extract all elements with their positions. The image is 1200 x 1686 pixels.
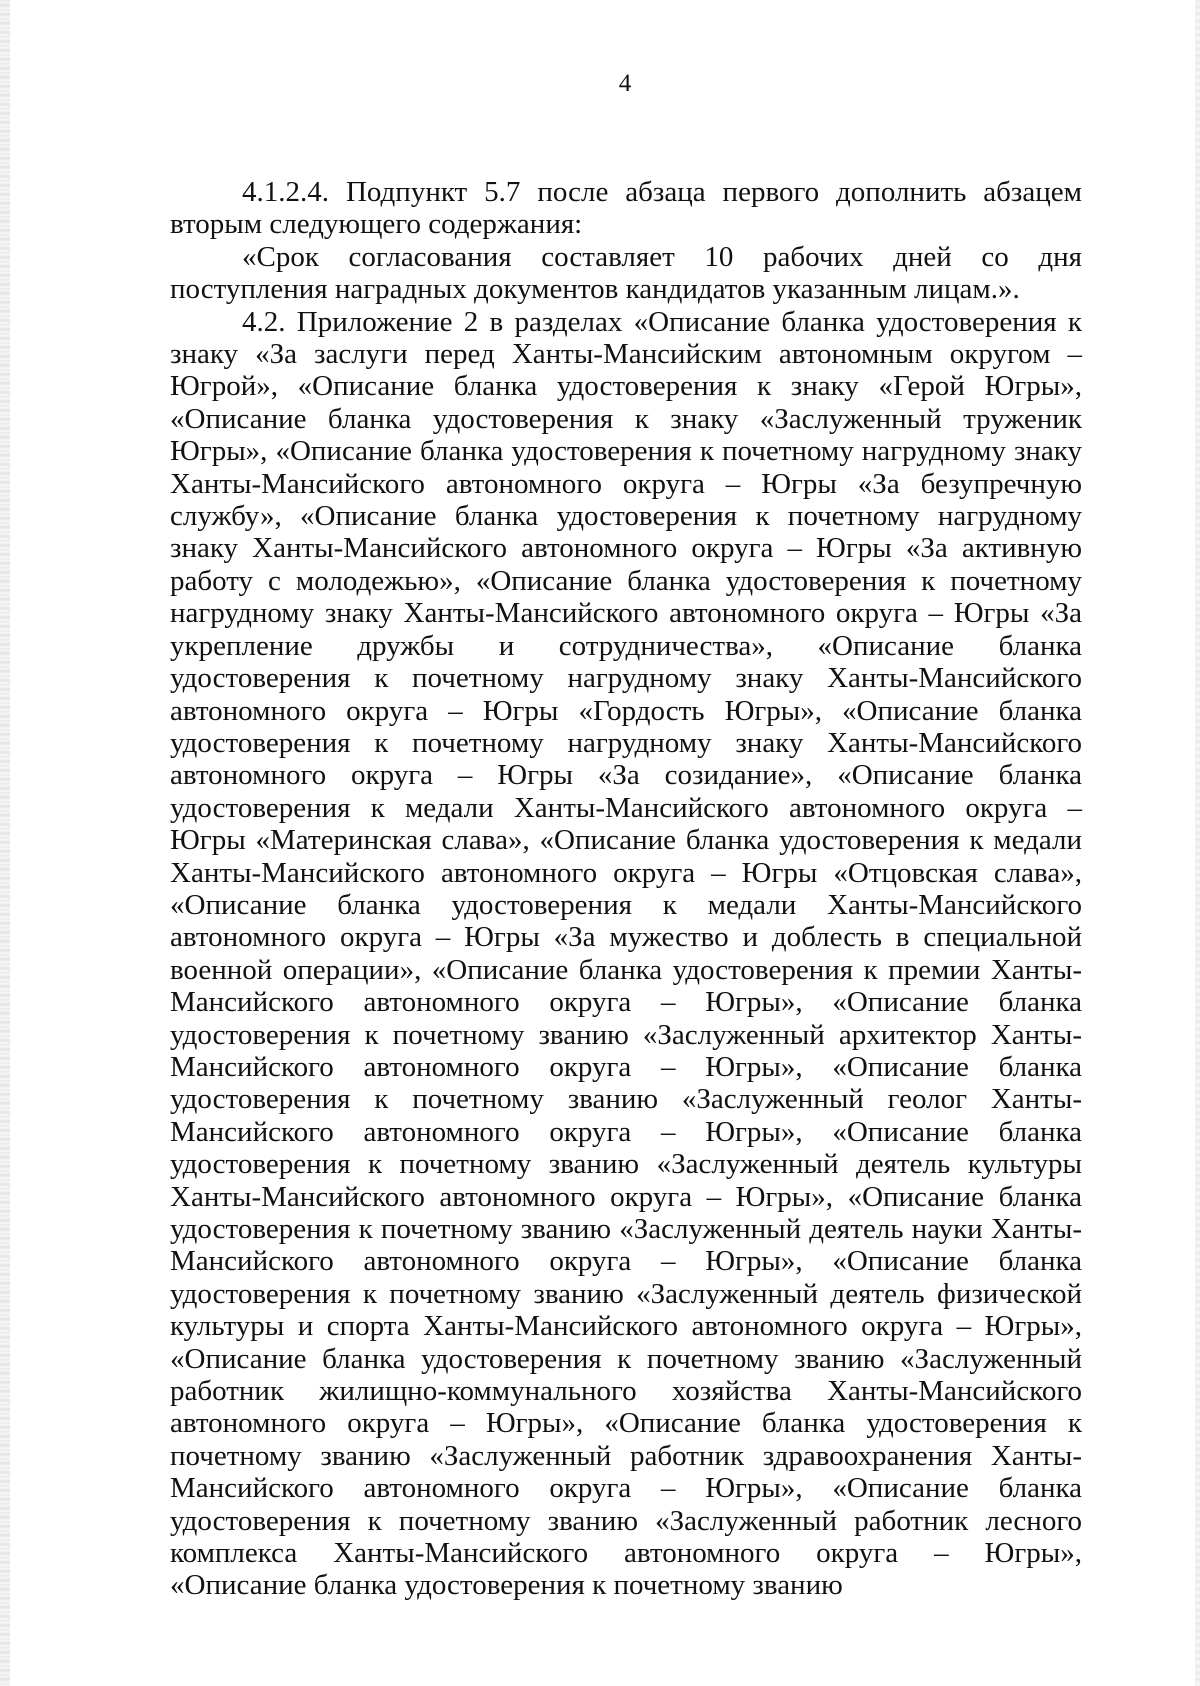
paragraph-quote-deadline: «Срок согласования составляет 10 рабочих дней со дня поступления наградных документов кандидатов указанным лицам.». bbox=[170, 240, 1082, 306]
paragraph-4-2: 4.2. Приложение 2 в разделах «Описание бланка удостоверения к знаку «За заслуги перед Ханты-Мансийским автономным округом – Югрой», «Описание бланка удостоверения к знаку «Герой Югры», «Описание бланка удостоверения к знаку «Заслуженный труженик Югры», «Описание бланка удостоверения к почетному нагрудному знаку Ханты-Мансийского автономного округа – Югры «За безупречную службу», «Описание бланка удостоверения к почетному нагрудному знаку Ханты-Мансийского автономного округа – Югры «За активную работу с молодежью», «Описание бланка удостоверения к почетному нагрудному знаку Ханты-Мансийского автономного округа – Югры «За укрепление дружбы и сотрудничества», «Описание бланка удостоверения к почетному нагрудному знаку Ханты-Мансийского автономного округа – Югры «Гордость Югры», «Описание бланка удостоверения к почетному нагрудному знаку Ханты-Мансийского автономного округа – Югры «За созидание», «Описание бланка удостоверения к медали Ханты-Мансийского автономного округа – Югры «Материнская слава», «Описание бланка удостоверения к медали Ханты-Мансийского автономного округа – Югры «Отцовская слава», «Описание бланка удостоверения к медали Ханты-Мансийского автономного округа – Югры «За мужество и доблесть в специальной военной операции», «Описание бланка удостоверения к премии Ханты-Мансийского автономного округа – Югры», «Описание бланка удостоверения к почетному званию «Заслуженный архитектор Ханты-Мансийского автономного округа – Югры», «Описание бланка удостоверения к почетному званию «Заслуженный геолог Ханты-Мансийского автономного округа – Югры», «Описание бланка удостоверения к почетному званию «Заслуженный деятель культуры Ханты-Мансийского автономного округа – Югры», «Описание бланка удостоверения к почетному званию «Заслуженный деятель науки Ханты-Мансийского автономного округа – Югры», «Описание бланка удостоверения к почетному званию «Заслуженный деятель физической культуры и спорта Ханты-Мансийского автономного округа – Югры», «Описание бланка удостоверения к почетному званию «Заслуженный работник жилищно-коммунального хозяйства Ханты-Мансийского автономного округа – Югры», «Описание бланка удостоверения к почетному званию «Заслуженный работник здравоохранения Ханты-Мансийского автономного округа – Югры», «Описание бланка удостоверения к почетному званию «Заслуженный работник лесного комплекса Ханты-Мансийского автономного округа – Югры», «Описание бланка удостоверения к почетному званию bbox=[170, 305, 1082, 1602]
paragraph-4-1-2-4: 4.1.2.4. Подпункт 5.7 после абзаца первого дополнить абзацем вторым следующего содержания: bbox=[170, 176, 1082, 241]
page-number: 4 bbox=[618, 70, 632, 97]
scan-edge-left bbox=[0, 0, 10, 1686]
document-body bbox=[170, 176, 1082, 1602]
scan-edge-right bbox=[1195, 0, 1200, 1686]
